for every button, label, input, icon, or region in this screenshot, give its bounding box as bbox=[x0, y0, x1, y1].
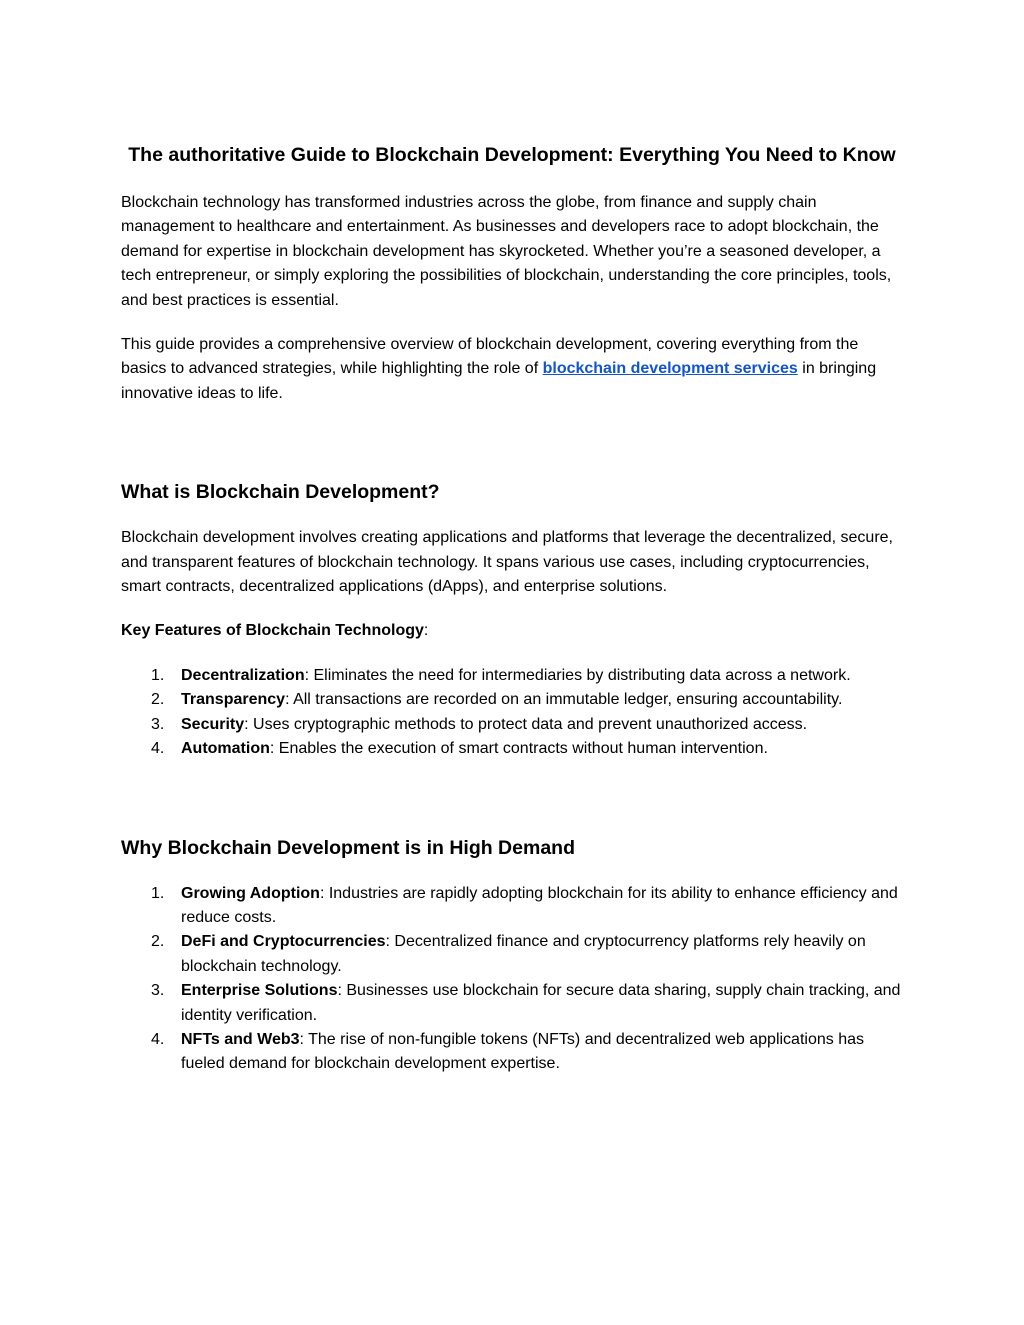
intro-paragraph: Blockchain technology has transformed industries across the globe, from finance and supply chain management to healthcare and entertainment. As businesses and developers race to adopt blockchain, the demand for expertise in blockchain development has skyrocketed. Whether you’re a seasoned developer, a tech entrepreneur, or simply exploring the possibilities of blockchain, understanding the core principles, tools, and best practices is essential. bbox=[121, 194, 892, 309]
section-heading-what: What is Blockchain Development? bbox=[121, 481, 440, 504]
list-item-desc: : Enables the execution of smart contracts without human intervention. bbox=[269, 740, 768, 758]
list-item-desc: : Eliminates the need for intermediaries by distributing data across a network. bbox=[304, 666, 851, 684]
document-title: The authoritative Guide to Blockchain Development: Everything You Need to Know bbox=[128, 144, 896, 166]
key-features-heading-colon: : bbox=[423, 622, 429, 640]
list-item-desc: : Industries are rapidly adopting blockchain for its ability to enhance efficiency and reduce costs. bbox=[181, 884, 898, 926]
list-item-desc: : Decentralized finance and cryptocurrency platforms rely heavily on blockchain technology. bbox=[181, 933, 866, 975]
intro-text-before-link: This guide provides a comprehensive overview of blockchain development, covering everything from the basics to advanced strategies, while highlighting the role of bbox=[121, 336, 859, 378]
list-item-term: DeFi and Cryptocurrencies bbox=[181, 933, 386, 951]
demand-reasons-list bbox=[121, 882, 903, 1077]
section-paragraph-what: Blockchain development involves creating applications and platforms that leverage the decentralized, secure, and transparent features of blockchain technology. It spans various use cases, including cryptocurrencies, smart contracts, decentralized applications (dApps), and enterprise solutions. bbox=[121, 529, 893, 596]
list-item bbox=[121, 737, 903, 761]
list-item-desc: : The rise of non-fungible tokens (NFTs) and decentralized web applications has fueled demand for blockchain development expertise. bbox=[181, 1030, 864, 1073]
document-page bbox=[121, 141, 903, 1077]
list-number: 2. bbox=[151, 933, 165, 951]
list-item bbox=[121, 882, 903, 931]
list-item bbox=[121, 688, 903, 712]
list-number: 2. bbox=[151, 691, 165, 709]
list-item-term: Enterprise Solutions bbox=[181, 982, 338, 1000]
blockchain-development-services-link[interactable]: blockchain development services bbox=[542, 360, 798, 378]
list-item-term: Security bbox=[181, 715, 245, 733]
list-item bbox=[121, 979, 903, 1028]
list-number: 4. bbox=[151, 1030, 165, 1048]
list-item-term: Automation bbox=[181, 740, 270, 758]
list-item bbox=[121, 664, 903, 688]
intro-paragraph-with-link bbox=[121, 333, 903, 406]
list-number: 1. bbox=[151, 884, 165, 902]
list-item bbox=[121, 713, 903, 737]
list-number: 4. bbox=[151, 740, 165, 758]
list-item-term: Growing Adoption bbox=[181, 884, 320, 902]
section-heading-why: Why Blockchain Development is in High Demand bbox=[121, 836, 575, 859]
list-number: 1. bbox=[151, 666, 165, 684]
list-number: 3. bbox=[151, 715, 165, 733]
list-item-term: Decentralization bbox=[181, 666, 305, 684]
key-features-heading-text: Key Features of Blockchain Technology bbox=[121, 622, 424, 640]
list-item-desc: : Businesses use blockchain for secure data sharing, supply chain tracking, and identity verification. bbox=[181, 982, 901, 1024]
list-number: 3. bbox=[151, 982, 165, 1000]
intro-text-after-link: in bringing innovative ideas to life. bbox=[121, 360, 877, 402]
list-item bbox=[121, 930, 903, 979]
list-item-desc: : All transactions are recorded on an immutable ledger, ensuring accountability. bbox=[285, 691, 843, 709]
key-features-heading bbox=[121, 619, 903, 643]
list-item-term: NFTs and Web3 bbox=[181, 1030, 300, 1048]
list-item-desc: : Uses cryptographic methods to protect data and prevent unauthorized access. bbox=[244, 715, 808, 733]
list-item-term: Transparency bbox=[181, 691, 286, 709]
list-item bbox=[121, 1028, 903, 1077]
key-features-list bbox=[121, 664, 903, 762]
